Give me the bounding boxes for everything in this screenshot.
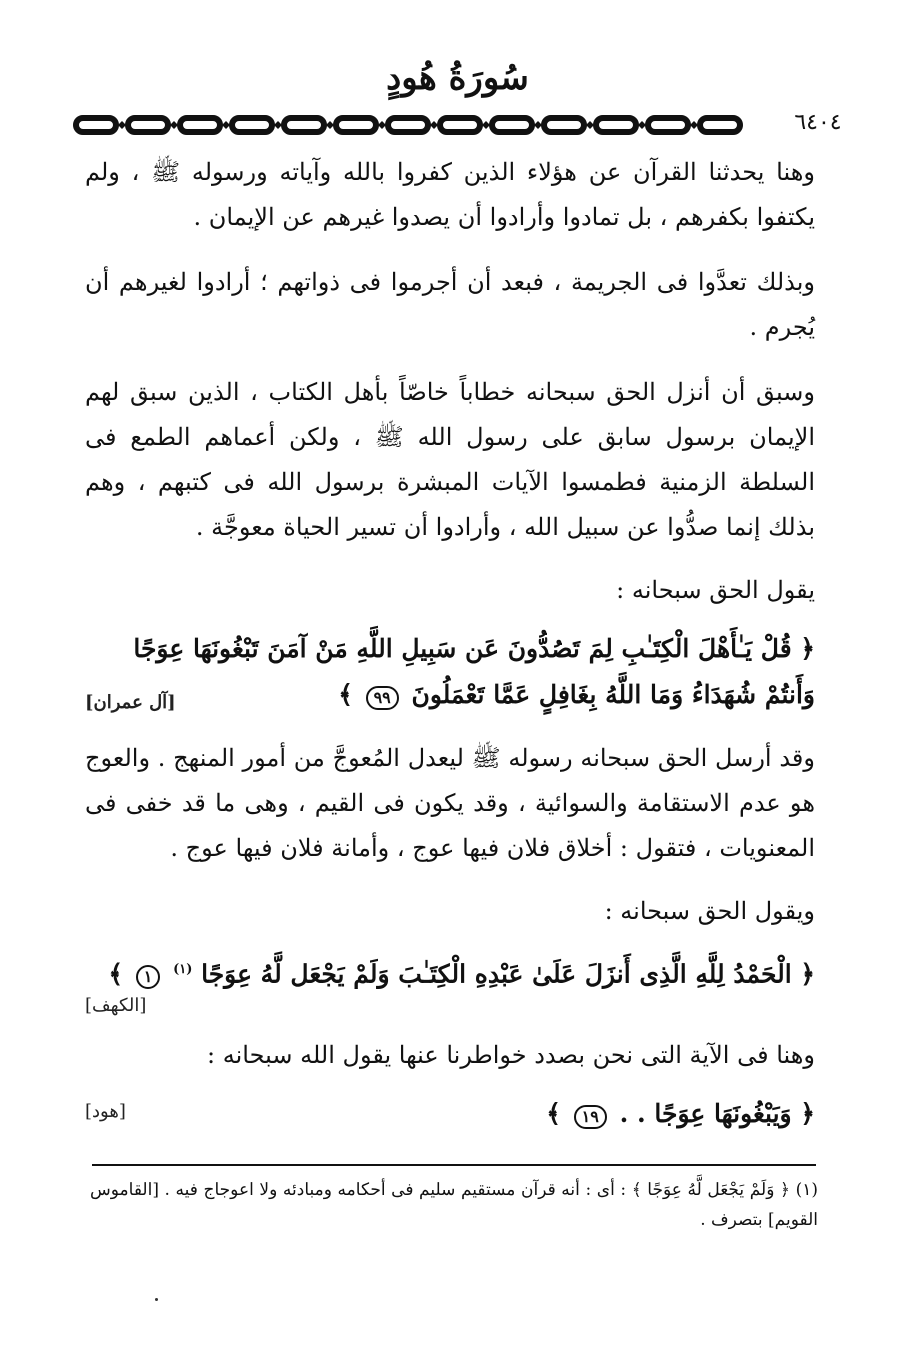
footnote-marker: (١)	[173, 962, 193, 977]
closing-bracket-icon: ﴾	[338, 680, 353, 709]
paragraph: وقد أرسل الحق سبحانه رسوله ﷺ ليعدل المُعوجَّ من أمور المنهج . والعوج هو عدم الاستقامة والسوائية ، وقد يكون فى القيم ، وهى ما قد خفى فى المعنويات ، فتقول : أخلاق فلان فيها عوج ، وأمانة فلان فيها عوج .	[85, 744, 815, 862]
quran-verse-text: ﴿ وَيَبْغُونَهَا عِوَجًا . .	[619, 1099, 815, 1129]
chain-ornament-icon	[72, 112, 842, 138]
sura-title: سُورَةُ هُودٍ	[386, 58, 529, 98]
paragraph: وسبق أن أنزل الحق سبحانه خطاباً خاصّاً بأهل الكتاب ، الذين سبق لهم الإيمان برسول سابق على رسول الله ﷺ ، ولكن أعماهم الطمع فى السلطة الزمنية فطمسوا الآيات المبشرة برسول الله فى كتبهم ، وهم بذلك إنما صدُّوا عن سبيل الله ، وأرادوا أن تسير الحياة معوجَّة .	[85, 378, 815, 541]
page-body	[85, 150, 815, 1155]
verse-introduction: يقول الحق سبحانه :	[616, 576, 815, 604]
paragraph: وبذلك تعدَّوا فى الجريمة ، فبعد أن أجرموا فى ذواتهم ؛ أرادوا لغيرهم أن يُجرم .	[85, 268, 815, 341]
ayah-number-badge: ١٩	[574, 1105, 607, 1129]
quran-verse-line: ﴿ قُلْ يَـٰأَهْلَ الْكِتَـٰبِ لِمَ تَصُدُّونَ عَن سَبِيلِ اللَّهِ مَنْ آمَنَ تَبْغُونَهَا عِوَجًا	[133, 634, 815, 663]
quran-verse-block	[85, 947, 815, 1016]
quran-verse-line	[85, 672, 815, 718]
closing-bracket-icon: ﴾	[546, 1099, 561, 1129]
quran-verse-text: وَأَنتُمْ شُهَدَاءُ وَمَا اللَّهُ بِغَافِلٍ عَمَّا تَعْمَلُونَ	[411, 680, 815, 709]
print-speck	[155, 1298, 158, 1301]
decorative-header-band	[72, 112, 842, 138]
closing-bracket-icon: ﴾	[108, 959, 124, 989]
footnote: (١) ﴿ وَلَمْ يَجْعَل لَّهُ عِوَجًا ﴾ : أى : أنه قرآن مستقيم سليم فى أحكامه ومبادئه ولا اعوجاج فيه . [القاموس القويم] بتصرف .	[90, 1180, 818, 1230]
surah-reference: [هود]	[85, 1101, 126, 1123]
ayah-number-badge: ٩٩	[366, 686, 399, 710]
paragraph: وهنا يحدثنا القرآن عن هؤلاء الذين كفروا بالله وآياته ورسوله ﷺ ، ولم يكتفوا بكفرهم ، بل تمادوا وأرادوا أن يصدوا غيرهم عن الإيمان .	[85, 158, 815, 231]
verse-introduction: وهنا فى الآية التى نحن بصدد خواطرنا عنها يقول الله سبحانه :	[207, 1041, 815, 1070]
surah-reference: [آل عمران]	[85, 692, 176, 713]
ayah-number-badge: ١	[136, 965, 161, 989]
quran-verse-text: ﴿ الْحَمْدُ لِلَّهِ الَّذِى أَنزَلَ عَلَىٰ عَبْدِهِ الْكِتَـٰبَ وَلَمْ يَجْعَل لَّهُ عِوَجًا	[201, 959, 815, 989]
verse-introduction: ويقول الحق سبحانه :	[604, 897, 815, 925]
quran-verse-line	[85, 1091, 815, 1137]
quran-verse-block	[85, 1091, 815, 1137]
page-number: ٦٤٠٤	[783, 110, 853, 135]
quran-verse-line	[85, 947, 815, 997]
footnote-divider	[92, 1164, 816, 1166]
surah-reference: [الكهف]	[85, 995, 147, 1016]
quran-verse-block	[85, 626, 815, 718]
